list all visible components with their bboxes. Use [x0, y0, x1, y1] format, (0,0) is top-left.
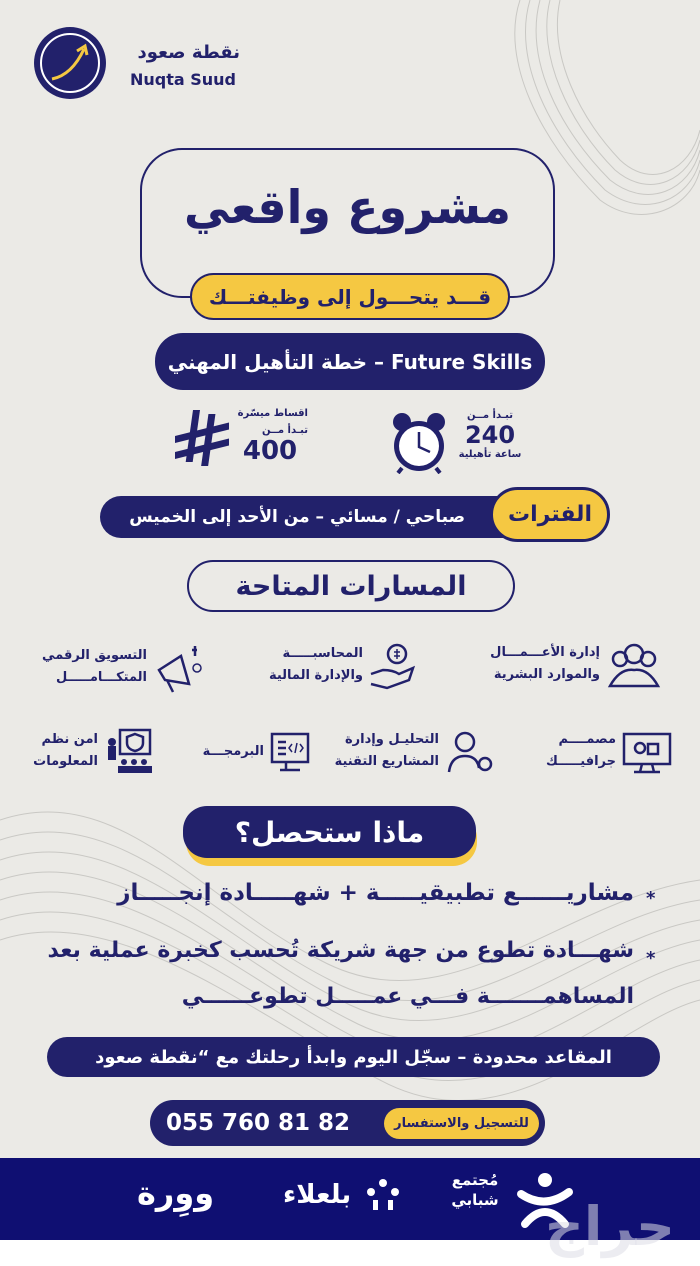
track-digital-marketing[interactable] [42, 640, 205, 694]
track-graphic-design[interactable] [546, 728, 672, 774]
track-label: والإدارة المالية [268, 668, 363, 683]
brand-name-en: Nuqta Suud [130, 70, 237, 89]
engineer-gear-icon [445, 728, 495, 774]
bullet-icon: * [646, 948, 656, 969]
track-label: المحاسبـــــة [282, 646, 363, 661]
track-label: المشاريع التقنية [334, 754, 439, 769]
track-label: المتكـــامـــــل [56, 670, 147, 685]
benefit-item: شهـــادة تطوع من جهة شريكة تُحسب كخبرة عملية بعد [47, 938, 634, 963]
track-label: المعلومات [33, 754, 98, 769]
hours-value: 240 [464, 421, 516, 449]
haraj-watermark: حراج [545, 1195, 675, 1258]
track-label: امن نظم [41, 732, 98, 747]
benefits-title: ماذا ستحصل؟ [183, 806, 476, 858]
alarm-clock-icon [388, 410, 450, 474]
saudi-riyal-icon [175, 410, 231, 470]
megaphone-icon [153, 640, 205, 694]
periods-text: صباحي / مسائي – من الأحد إلى الخميس [129, 507, 465, 527]
money-hand-icon [369, 640, 417, 690]
headline-subtitle: قـــد يتحـــول إلى وظيفتـــك [190, 273, 510, 320]
benefit-item: مشاريــــــع تطبيقيـــــة + شهـــــادة إنجـــــاز [117, 880, 634, 906]
contact-pill[interactable] [150, 1100, 545, 1146]
price-line1: اقساط ميسّرة [237, 408, 308, 419]
partner-wirah: ووِرة [137, 1174, 215, 1212]
team-icon [606, 640, 662, 688]
track-label: والموارد البشرية [493, 667, 600, 682]
cta-banner: المقاعد محدودة – سجّل اليوم وابدأ رحلتك مع “نقطة صعود [47, 1037, 660, 1077]
code-monitor-icon [270, 730, 310, 774]
tracks-title: المسارات المتاحة [187, 560, 515, 612]
partner-youth-community: مُجتمع شبابي [451, 1171, 499, 1209]
headline-title: مشروع واقعي [184, 180, 511, 234]
hours-line1: تبـدأ مــن [467, 410, 513, 421]
phone-number[interactable]: 055 760 81 82 [166, 1110, 351, 1136]
price-value: 400 [242, 436, 298, 466]
track-label: التسويق الرقمي [42, 648, 147, 663]
partner-balalaa: بلعلاء [283, 1180, 352, 1210]
bullet-icon: * [646, 888, 656, 909]
track-label: البرمجـــة [202, 744, 264, 759]
design-monitor-icon [622, 728, 672, 774]
hours-line2: ساعة تأهيلية [458, 449, 522, 460]
track-info-security[interactable] [33, 728, 158, 774]
brand-logo [32, 25, 108, 101]
track-business-hr[interactable] [490, 640, 662, 688]
security-training-icon [104, 728, 158, 774]
plan-banner: Future Skills – خطة التأهيل المهني [155, 333, 545, 390]
contact-label: للتسجيل والاستفسار [384, 1108, 539, 1139]
track-label: التحليـل وإدارة [344, 732, 439, 747]
hours-block [452, 410, 528, 460]
track-accounting[interactable] [269, 640, 417, 690]
periods-label: الفترات [490, 487, 610, 542]
brand-name-ar: نقطة صعود [137, 42, 240, 63]
track-tech-projects[interactable] [335, 728, 495, 774]
benefit-item: المساهمـــــــة فـــي عمـــــل تطوعــــــي [181, 984, 634, 1009]
balalaa-logo-icon [365, 1178, 401, 1212]
track-label: مصمــــم [558, 732, 616, 747]
price-block [232, 408, 308, 466]
price-line2: تبـدأ مــن [262, 425, 308, 436]
track-label: جرافيـــــك [545, 754, 616, 769]
track-label: إدارة الأعـــمـــال [490, 645, 600, 660]
track-programming[interactable] [203, 730, 310, 774]
